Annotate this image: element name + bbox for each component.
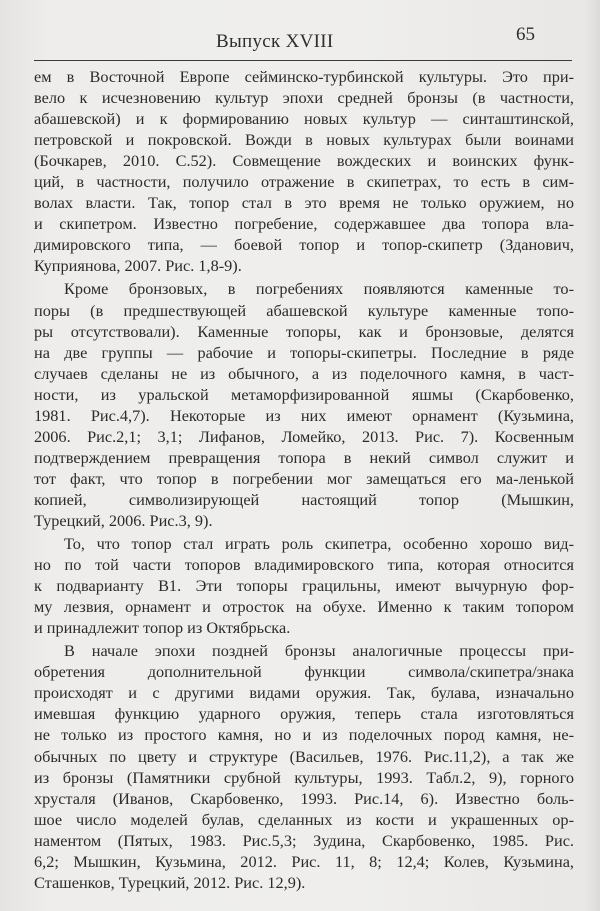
text-line: и скипетром. Известно погребение, содержавшее два топора вла- [34,214,574,234]
text-line: димировского типа, — боевой топор и топор-скипетр (Зданович, [34,235,574,255]
text-line: ем в Восточной Европе сейминско-турбинской культуры. Это при- [34,67,574,86]
text-line: вело к исчезновению культур эпохи средней бронзы (в частности, [34,88,574,108]
text-line: петровской и покровской. Вожди в новых культурах были воинами [34,130,574,150]
text-line: абашевской) и к формированию новых культур — синташтинской, [34,109,574,129]
text-line: имевшая функцию ударного оружия, теперь стала изготовляться [34,704,574,724]
running-header [0,22,600,52]
text-line: на две группы — рабочие и топоры-скипетры. Последние в ряде [34,342,574,362]
page-number: 65 [516,24,535,45]
text-line: (Бочкарев, 2010. С.52). Совмещение вождеских и воинских функ- [34,151,574,171]
header-divider [34,60,572,61]
page-edge-shadow [586,0,600,911]
text-line: ры отсутствовали). Каменные топоры, как и бронзовые, делятся [34,321,574,341]
text-line: ности, из уральской метаморфизированной яшмы (Скарбовенко, [34,384,574,404]
text-line: подтверждением превращения топора в некий символ служит и [34,447,574,467]
text-line: му лезвия, орнамент и отросток на обухе. Именно к таким топором [34,597,574,617]
text-line: волах власти. Так, топор стал в это время не только оружием, но [34,193,574,213]
text-line: 6,2; Мышкин, Кузьмина, 2012. Рис. 11, 8; 12,4; Колев, Кузьмина, [34,851,574,871]
text-line: хрусталя (Иванов, Скарбовенко, 1993. Рис.14, 6). Известно боль- [34,788,574,808]
text-line: из бронзы (Памятники срубной культуры, 1993. Табл.2, 9), горного [34,767,574,787]
text-line: 2006. Рис.2,1; 3,1; Лифанов, Ломейко, 2013. Рис. 7). Косвенным [34,426,574,446]
text-line: но по той части топоров владимировского типа, которая относится [34,555,574,575]
text-line: Турецкий, 2006. Рис.3, 9). [34,510,213,530]
text-line: 1981. Рис.4,7). Некоторые из них имеют орнамент (Кузьмина, [34,405,574,425]
text-line: То, что топор стал играть роль скипетра, особенно хорошо вид- [64,534,574,554]
text-line: к подварианту В1. Эти топоры грацильны, имеют вычурную фор- [34,576,574,596]
text-line: поры (в предшествующей абашевской культуре каменные топо- [34,300,574,320]
text-line: Сташенков, Турецкий, 2012. Рис. 12,9). [34,872,306,892]
body-text [34,66,574,893]
paragraph [34,533,574,638]
text-line: наментом (Пятых, 1983. Рис.5,3; Зудина, Скарбовенко, 1985. Рис. [34,830,574,850]
text-line: В начале эпохи поздней бронзы аналогичные процессы при- [64,641,574,661]
text-line: не только из простого камня, но и из поделочных пород камня, не- [34,725,574,745]
text-line: происходят и с другими видами оружия. Так, булава, изначально [34,683,574,703]
text-line: Кроме бронзовых, в погребениях появляются каменные то- [64,279,574,299]
text-line: случаев сделаны не из обычного, а из поделочного камня, в част- [34,363,574,383]
issue-title: Выпуск XVIII [216,31,334,52]
text-line: копией, символизирующей настоящий топор (Мышкин, [34,489,574,509]
text-line: обычных по цвету и структуре (Васильев, 1976. Рис.11,2), а так же [34,746,574,766]
text-line: ций, в частности, получило отражение в скипетрах, то есть в сим- [34,172,574,192]
text-line: Куприянова, 2007. Рис. 1,8-9). [34,256,242,276]
text-line: тот факт, что топор в погребении мог замещаться его ма-ленькой [34,468,574,488]
paragraph [34,640,574,893]
paragraph [34,278,574,531]
text-line: и принадлежит топор из Октябрьска. [34,618,291,638]
paragraph [34,66,574,276]
text-line: шое число моделей булав, сделанных из кости и украшенных ор- [34,809,574,829]
text-line: обретения дополнительной функции символа/скипетра/знака [34,662,574,682]
